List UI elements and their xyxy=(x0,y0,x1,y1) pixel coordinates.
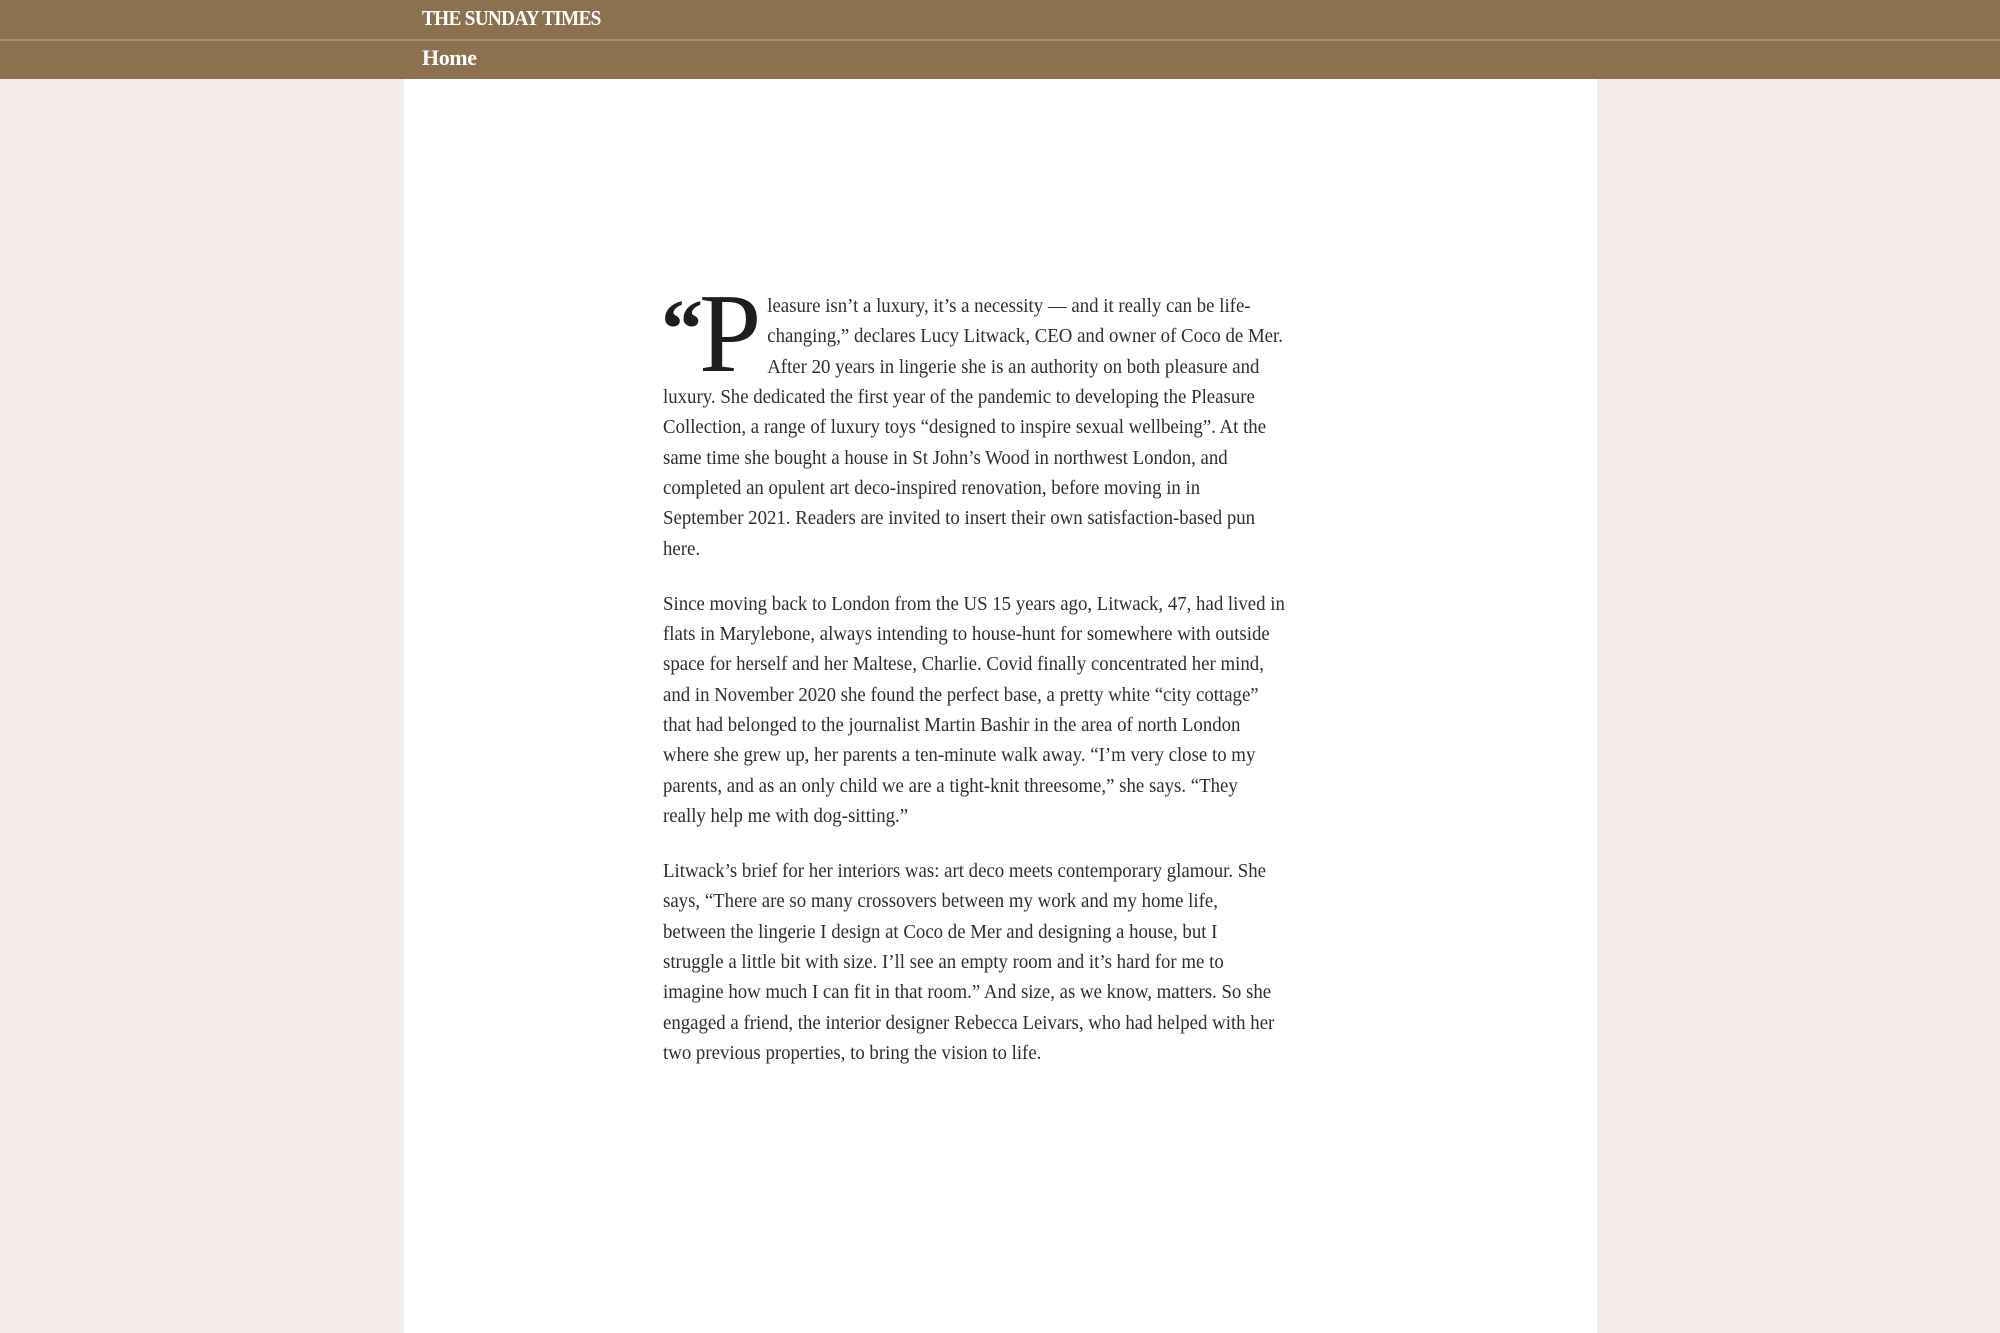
text-line: two previous properties, to bring the vision to life. xyxy=(663,1042,1042,1064)
text-line: between the lingerie I design at Coco de Mer and designing a house, but I xyxy=(663,921,1218,943)
drop-cap-letter: P xyxy=(699,272,762,396)
text-line: imagine how much I can fit in that room.” And size, as we know, matters. So she xyxy=(663,982,1272,1004)
article-paragraph-2 xyxy=(663,590,1353,833)
text-line: September 2021. Readers are invited to insert their own satisfaction-based pun xyxy=(663,508,1256,530)
text-line: struggle a little bit with size. I’ll see an empty room and it’s hard for me to xyxy=(663,951,1224,973)
article-paragraph-1 xyxy=(661,272,1353,565)
masthead-top-bar xyxy=(0,0,2000,39)
text-line: engaged a friend, the interior designer Rebecca Leivars, who had helped with her xyxy=(663,1012,1275,1034)
text-line: leasure isn’t a luxury, it’s a necessity — and it really can be life- xyxy=(767,296,1251,317)
text-line: completed an opulent art deco-inspired renovation, before moving in in xyxy=(663,478,1201,500)
masthead xyxy=(0,0,2000,79)
text-line: parents, and as an only child we are a tight-knit threesome,” she says. “They xyxy=(663,775,1238,797)
site-logo[interactable]: THE SUNDAY TIMES xyxy=(422,6,601,30)
text-line: and in November 2020 she found the perfect base, a pretty white “city cottage” xyxy=(663,684,1259,706)
text-line: After 20 years in lingerie she is an authority on both pleasure and xyxy=(767,356,1260,378)
text-line: says, “There are so many crossovers between my work and my home life, xyxy=(663,891,1218,913)
article-paragraph-3 xyxy=(663,857,1353,1069)
text-line: flats in Marylebone, always intending to house-hunt for somewhere with outside xyxy=(663,623,1270,645)
text-line: same time she bought a house in St John’s Wood in northwest London, and xyxy=(663,447,1228,469)
nav-home-link[interactable]: Home xyxy=(422,45,477,70)
text-line: here. xyxy=(663,538,701,560)
text-line: Since moving back to London from the US 15 years ago, Litwack, 47, had lived in xyxy=(663,593,1285,615)
text-line: that had belonged to the journalist Martin Bashir in the area of north London xyxy=(663,714,1241,736)
drop-cap-quote: “ xyxy=(661,283,700,376)
text-line: luxury. She dedicated the first year of the pandemic to developing the Pleasure xyxy=(663,387,1255,409)
text-line: changing,” declares Lucy Litwack, CEO and owner of Coco de Mer. xyxy=(767,326,1283,348)
section-nav xyxy=(0,41,2000,79)
text-line: Collection, a range of luxury toys “designed to inspire sexual wellbeing”. At the xyxy=(663,417,1267,439)
article-body xyxy=(661,272,1353,1094)
text-line: where she grew up, her parents a ten-minute walk away. “I’m very close to my xyxy=(663,745,1256,767)
content-column xyxy=(404,79,1597,1333)
text-line: Litwack’s brief for her interiors was: art deco meets contemporary glamour. She xyxy=(663,860,1267,882)
text-line: space for herself and her Maltese, Charlie. Covid finally concentrated her mind, xyxy=(663,654,1264,676)
text-line: really help me with dog-sitting.” xyxy=(663,806,909,827)
